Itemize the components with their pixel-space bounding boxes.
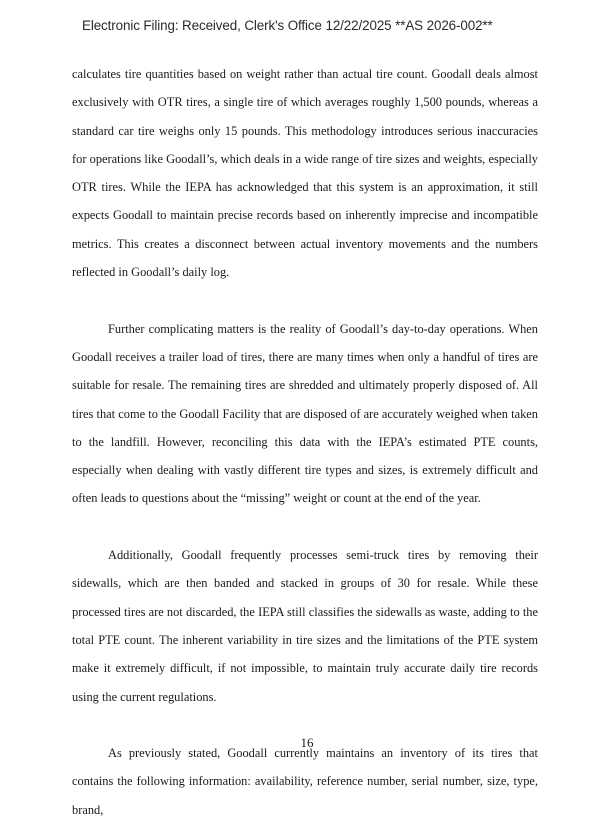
page-number: 16 bbox=[300, 735, 314, 750]
paragraph: As previously stated, Goodall currently maintains an inventory of its tires that contains the following information: availability, reference number, serial number, size, type, brand, bbox=[72, 746, 538, 817]
paragraph-continued: calculates tire quantities based on weight rather than actual tire count. Goodall deals almost exclusively with OTR tires, a single tire of which averages roughly 1,500 pounds, whereas a standard car tire weighs only 15 pounds. This methodology introduces serious inaccuracies for operations like Goodall’s, which deals in a wide range of tire sizes and weights, especially OTR tires. While the IEPA has acknowledged that this system is an approximation, it still expects Goodall to maintain precise records based on inherently imprecise and incompatible metrics. This creates a disconnect between actual inventory movements and the numbers reflected in Goodall’s daily log. bbox=[72, 67, 538, 280]
filing-stamp-header: Electronic Filing: Received, Clerk's Office 12/22/2025 **AS 2026-002** bbox=[82, 18, 493, 33]
paragraph: Additionally, Goodall frequently processes semi-truck tires by removing their sidewalls, which are then banded and stacked in groups of 30 for resale. While these processed tires are not discarded, the IEPA still classifies the sidewalls as waste, adding to the total PTE count. The inherent variability in tire sizes and the limitations of the PTE system make it extremely difficult, if not impossible, to maintain truly accurate daily tire records using the current regulations. bbox=[72, 548, 538, 704]
body-text bbox=[72, 60, 538, 824]
paragraph: Further complicating matters is the reality of Goodall’s day-to-day operations. When Goodall receives a trailer load of tires, there are many times when only a handful of tires are suitable for resale. The remaining tires are shredded and ultimately properly disposed of. All tires that come to the Goodall Facility that are disposed of are accurately weighed when taken to the landfill. However, reconciling this data with the IEPA’s estimated PTE counts, especially when dealing with vastly different tire types and sizes, is extremely difficult and often leads to questions about the “missing” weight or count at the end of the year. bbox=[72, 321, 538, 506]
